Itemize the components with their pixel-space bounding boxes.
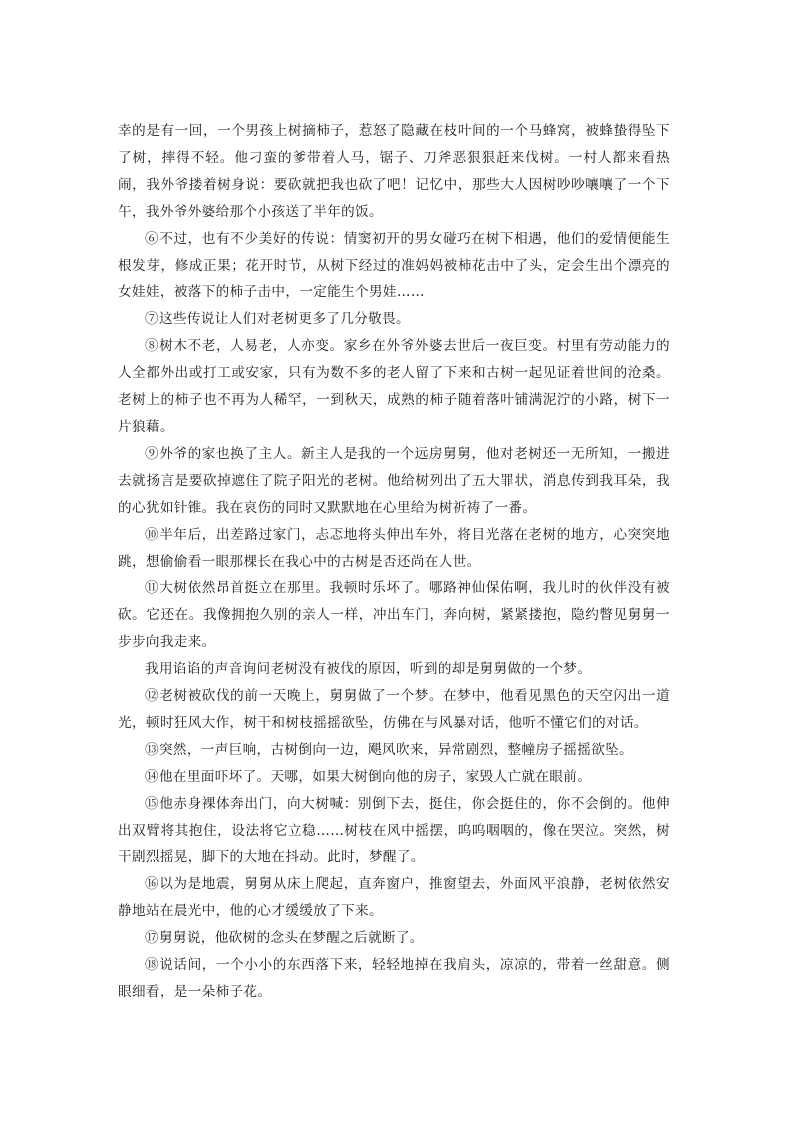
paragraph-10: ⑩半年后，出差路过家门，忐忑地将头伸出车外，将目光落在老树的地方，心突突地跳，想偷偷看一眼那棵长在我心中的古树是否还尚在人世。 [118,526,670,570]
paragraph-7: ⑦这些传说让人们对老树更多了几分敬畏。 [145,311,410,328]
paragraph-unnumbered: 我用谄谄的声音询问老树没有被伐的原因，听到的却是舅舅做的一个梦。 [145,661,592,678]
paragraph-17: ⑰舅舅说，他砍树的念头在梦醒之后就断了。 [145,930,424,947]
paragraph-14: ⑭他在里面吓坏了。天哪，如果大树倒向他的房子，家毁人亡就在眼前。 [145,768,592,785]
paragraph-16: ⑯以为是地震，舅舅从床上爬起，直奔窗户，推窗望去，外面风平浪静，老树依然安静地站在晨光中，他的心才缓缓放了下来。 [118,876,670,920]
paragraph-8: ⑧树木不老，人易老，人亦变。家乡在外爷外婆去世后一夜巨变。村里有劳动能力的人全都外出或打工或安家，只有为数不多的老人留了下来和古树一起见证着世间的沧桑。老树上的柿子也不再为人稀罕，一到秋天，成熟的柿子随着落叶铺满泥泞的小路，树下一片狼藉。 [118,338,670,435]
paragraph-13: ⑬突然，一声巨响，古树倒向一边，飓风吹来，异常剧烈，整幢房子摇摇欲坠。 [145,741,634,758]
article-body [118,118,670,1006]
paragraph-12: ⑫老树被砍伐的前一天晚上，舅舅做了一个梦。在梦中，他看见黑色的天空闪出一道光，顿时狂风大作，树干和树枝摇摇欲坠，仿佛在与风暴对话，他听不懂它们的对话。 [118,688,670,731]
paragraph-11: ⑪大树依然昂首挺立在那里。我顿时乐坏了。哪路神仙保佑啊，我儿时的伙伴没有被砍。它还在。我像拥抱久别的亲人一样，冲出车门，奔向树，紧紧搂抱，隐约瞥见舅舅一步步向我走来。 [118,580,670,651]
paragraph-5-continued: 幸的是有一回，一个男孩上树摘柿子，惹怒了隐藏在枝叶间的一个马蜂窝，被蜂蛰得坠下了树，摔得不轻。他刁蛮的爹带着人马，锯子、刀斧恶狠狠赶来伐树。一村人都来看热闹，我外爷搂着树身说：要砍就把我也砍了吧！记忆中，那些大人因树吵吵嚷嚷了一个下午，我外爷外婆给那个小孩送了半年的饭。 [118,123,670,220]
paragraph-18: ⑱说话间，一个小小的东西落下来，轻轻地掉在我肩头，凉凉的，带着一丝甜意。侧眼细看，是一朵柿子花。 [118,957,670,1000]
paragraph-15: ⑮他赤身裸体奔出门，向大树喊：别倒下去，挺住，你会挺住的，你不会倒的。他伸出双臂将其抱住，设法将它立稳……树枝在风中摇摆，呜呜咽咽的，像在哭泣。突然，树干剧烈摇晃，脚下的大地在抖动。此时，梦醒了。 [118,795,670,866]
paragraph-6: ⑥不过，也有不少美好的传说：情窦初开的男女碰巧在树下相遇，他们的爱情便能生根发芽，修成正果；花开时节，从树下经过的准妈妈被柿花击中了头，定会生出个漂亮的女娃娃，被落下的柿子击中，一定能生个男娃…… [118,230,670,301]
paragraph-9: ⑨外爷的家也换了主人。新主人是我的一个远房舅舅，他对老树还一无所知，一搬进去就扬言是要砍掉遮住了院子阳光的老树。他给树列出了五大罪状，消息传到我耳朵，我的心犹如针锥。我在哀伤的同时又默默地在心里给为树祈祷了一番。 [118,445,670,516]
